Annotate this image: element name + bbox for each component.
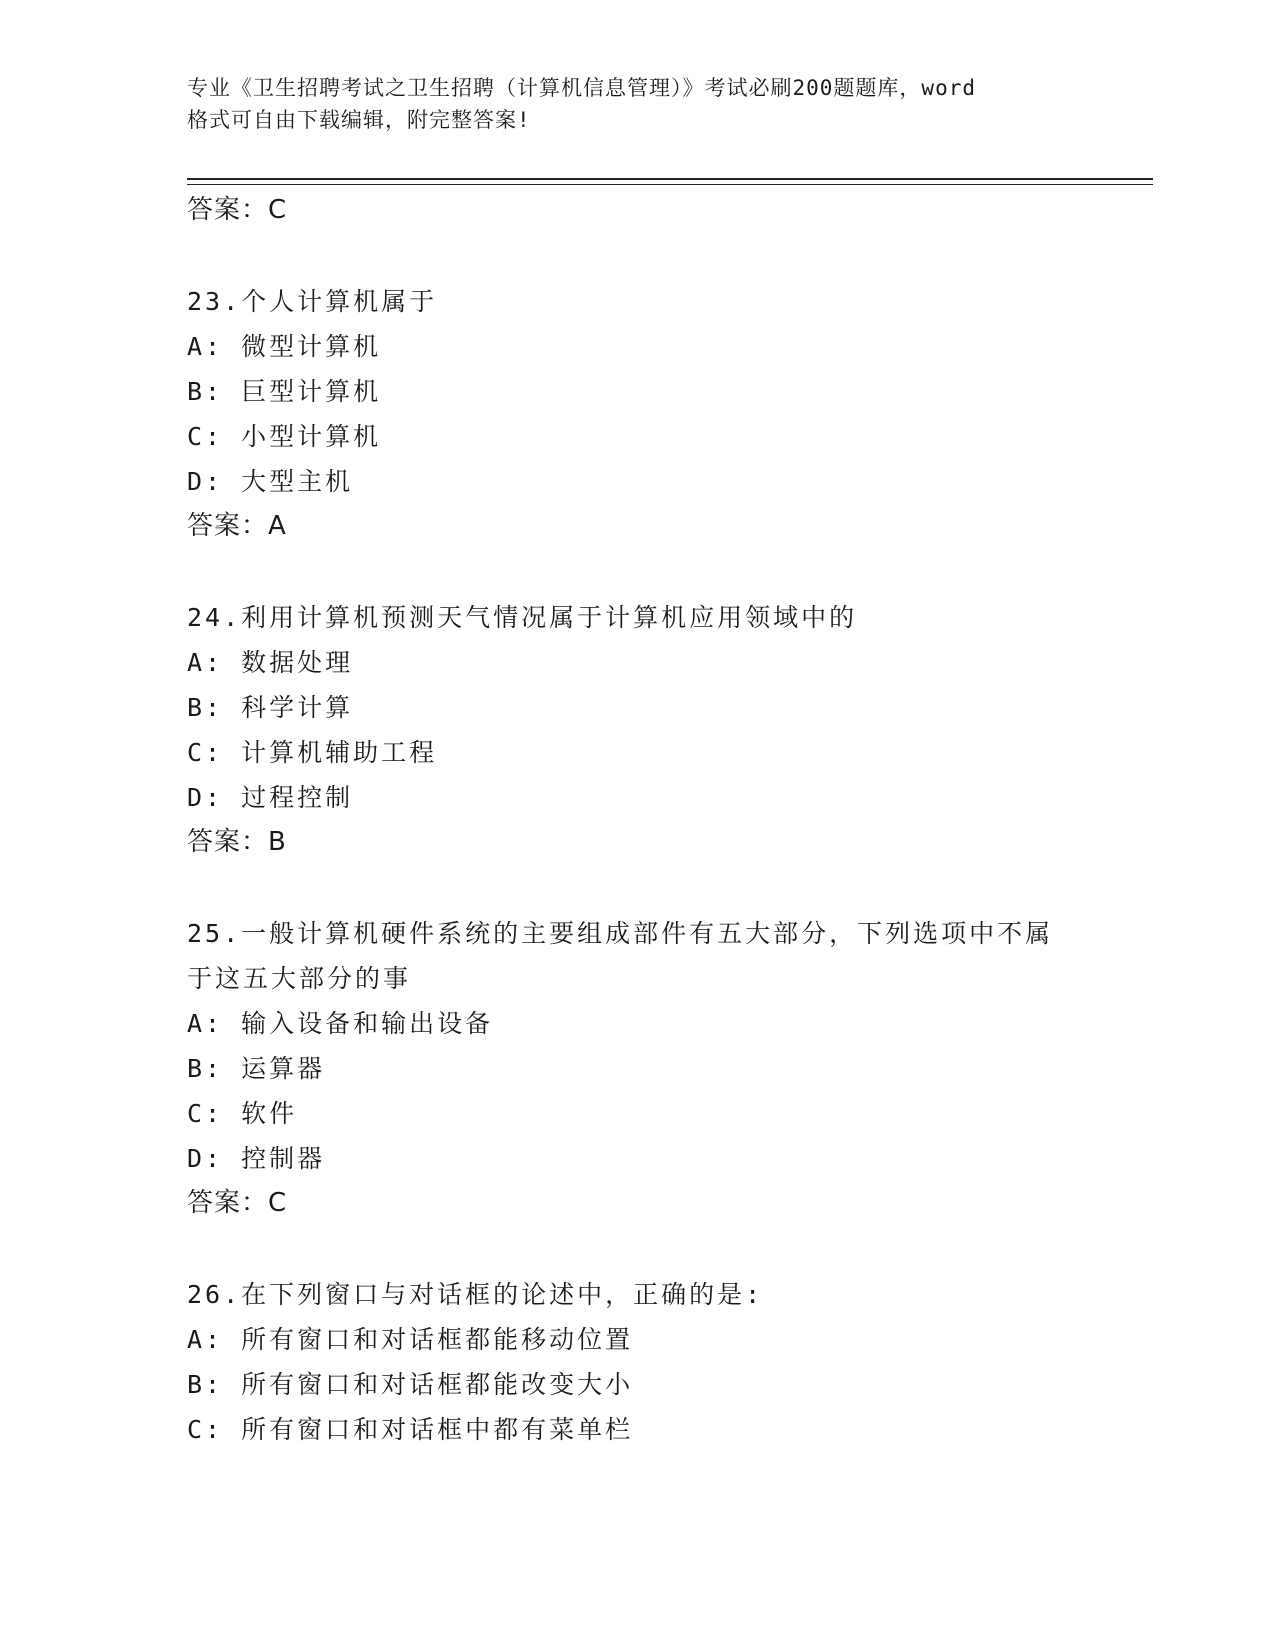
question-block-26 [187, 1272, 1087, 1452]
option-d: D: 控制器 [187, 1144, 326, 1173]
header-rule-thick [187, 178, 1153, 180]
option-d: D: 大型主机 [187, 467, 354, 496]
spacer [187, 1226, 1087, 1272]
option-c: C: 计算机辅助工程 [187, 738, 438, 767]
option-a: A: 输入设备和输出设备 [187, 1009, 494, 1038]
option-a: A: 微型计算机 [187, 332, 382, 361]
header-title-line1: 专业《卫生招聘考试之卫生招聘（计算机信息管理）》考试必刷200题题库，word [187, 76, 976, 100]
option-c: C: 小型计算机 [187, 422, 382, 451]
spacer [187, 549, 1087, 595]
option-d: D: 过程控制 [187, 783, 354, 812]
option-b: B: 巨型计算机 [187, 377, 382, 406]
question-text: 23.个人计算机属于 [187, 287, 438, 316]
document-header [187, 72, 1087, 136]
question-text-line1: 25.一般计算机硬件系统的主要组成部件有五大部分，下列选项中不属 [187, 919, 1054, 948]
option-b: B: 所有窗口和对话框都能改变大小 [187, 1370, 634, 1399]
question-block-25 [187, 911, 1087, 1226]
question-text: 26.在下列窗口与对话框的论述中，正确的是: [187, 1280, 764, 1309]
answer-text: 答案：B [187, 827, 287, 857]
spacer [187, 865, 1087, 911]
option-c: C: 所有窗口和对话框中都有菜单栏 [187, 1415, 634, 1444]
question-block-24 [187, 595, 1087, 865]
question-text: 24.利用计算机预测天气情况属于计算机应用领域中的 [187, 603, 858, 632]
option-c: C: 软件 [187, 1099, 298, 1128]
question-text-line2: 于这五大部分的事 [187, 964, 412, 993]
header-rule-thin [187, 184, 1153, 185]
option-b: B: 科学计算 [187, 693, 354, 722]
answer-text: 答案：C [187, 1188, 288, 1218]
question-list [187, 188, 1087, 1452]
spacer [187, 233, 1087, 279]
option-a: A: 数据处理 [187, 648, 354, 677]
answer-text: 答案：A [187, 511, 287, 541]
header-title-line2: 格式可自由下载编辑，附完整答案! [187, 108, 531, 132]
option-a: A: 所有窗口和对话框都能移动位置 [187, 1325, 634, 1354]
question-block-23 [187, 279, 1087, 549]
previous-answer: 答案：C [187, 195, 288, 225]
option-b: B: 运算器 [187, 1054, 326, 1083]
